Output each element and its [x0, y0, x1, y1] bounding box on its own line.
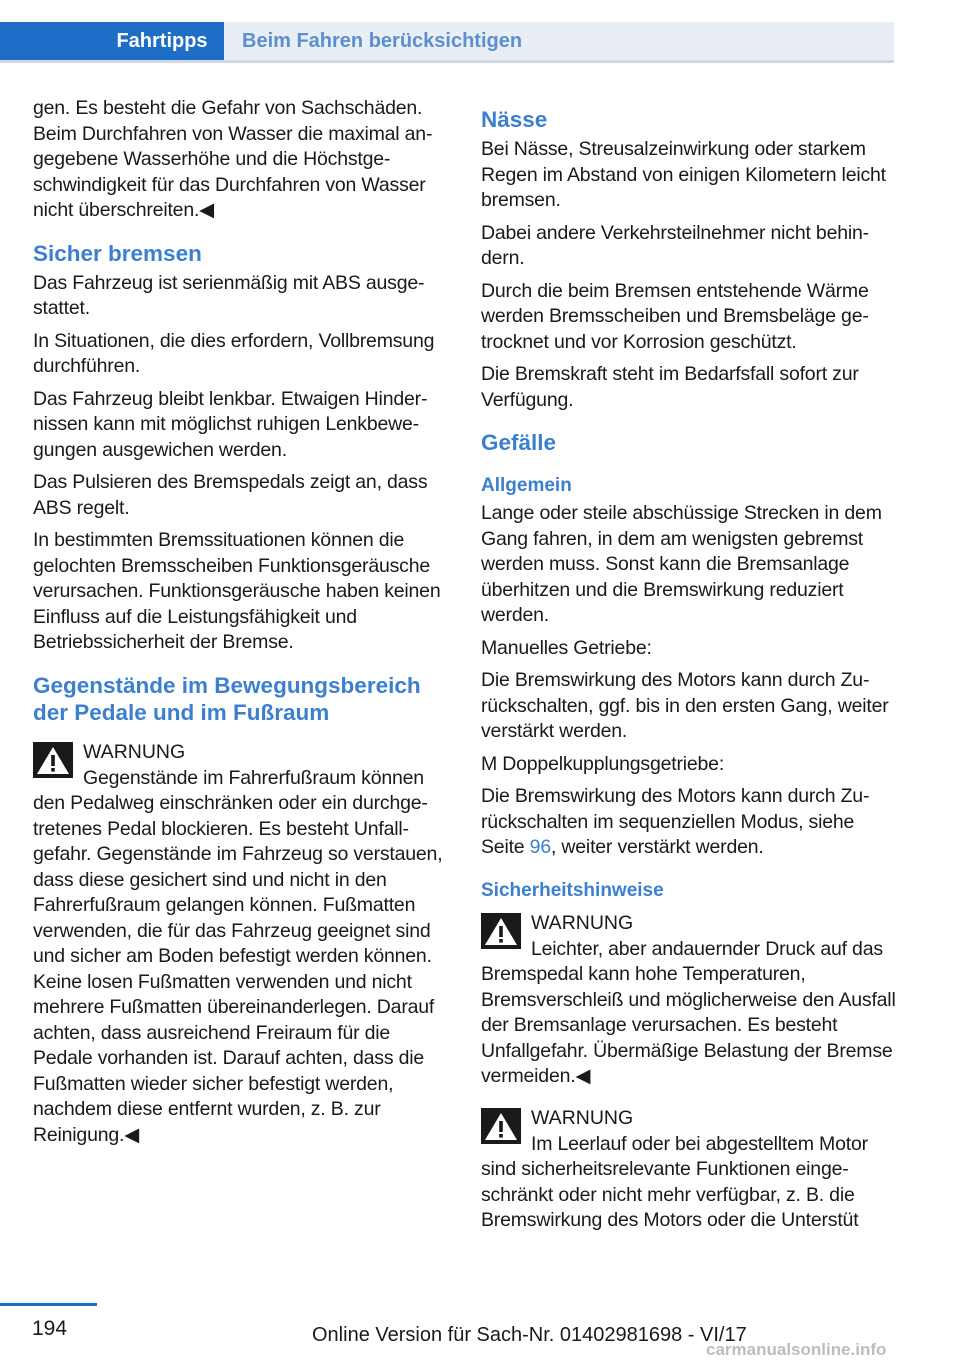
- tab-fahrtipps: Fahrtipps: [100, 22, 224, 60]
- subheading-sicherheitshinweise: Sicherheitshinweise: [481, 879, 664, 901]
- paragraph: Dabei andere Verkehrsteilnehmer nicht behindern.: [481, 221, 870, 269]
- paragraph: Das Fahrzeug bleibt lenkbar. Etwaigen Hindernissen kann mit möglichst ruhigen Lenkbewegungen ausgewichen werden.: [33, 387, 428, 461]
- left-column: [33, 96, 451, 1148]
- paragraph: Durch die beim Bremsen entstehende Wärme werden Bremsscheiben und Bremsbeläge getrocknet und vor Korrosion geschützt.: [481, 279, 869, 353]
- heading-naesse: Nässe: [481, 107, 548, 132]
- paragraph: Das Pulsieren des Bremspedals zeigt an, dass ABS regelt.: [33, 471, 428, 519]
- heading-gefaelle: Gefälle: [481, 430, 557, 455]
- right-column: [481, 96, 899, 1234]
- online-version-note: Online Version für Sach-Nr. 01402981698 - VI/17: [312, 1324, 747, 1346]
- warning-text: Im Leerlauf oder bei abgestelltem Motor sind sicherheitsrelevante Funktionen eingeschränkt oder nicht mehr verfügbar, z. B. die Bremswirkung des Motors oder die Unterstüt: [481, 1132, 868, 1231]
- paragraph: Manuelles Getriebe:: [481, 636, 652, 659]
- warning-title: WARNUNG: [531, 911, 634, 934]
- page-link-96[interactable]: 96: [529, 836, 551, 858]
- paragraph: Die Bremskraft steht im Bedarfsfall sofort zur Verfügung.: [481, 363, 859, 411]
- paragraph: M Doppelkupplungsgetriebe:: [481, 752, 725, 775]
- warning-triangle-icon: [33, 742, 73, 778]
- text-span: , weiter verstärkt werden.: [550, 836, 764, 858]
- paragraph: In bestimmten Bremssituationen können die gelochten Bremsscheiben Funktionsgeräusche verursachen. Funktionsgeräusche haben keinen Einfluss auf die Leistungsfähigkeit und Betriebssicherheit der Bremse.: [33, 529, 441, 653]
- warning-title: WARNUNG: [531, 1106, 634, 1129]
- paragraph: Bei Nässe, Streusalzeinwirkung oder starkem Regen im Abstand von einigen Kilometern leicht bremsen.: [481, 138, 886, 211]
- warning-triangle-icon: [481, 913, 521, 949]
- warning-text: Leichter, aber andauernder Druck auf das Bremspedal kann hohe Temperaturen, Bremsverschleiß und möglicherweise den Ausfall der Bremsanlage verursachen. Es besteht Unfallgefahr. Übermäßige Belastung der Bremse vermeiden.◀: [481, 937, 896, 1087]
- paragraph: Lange oder steile abschüssige Strecken in dem Gang fahren, in dem am wenigsten gebremst werden muss. Sonst kann die Bremsanlage überhitzen und die Bremswirkung reduziert werden.: [481, 502, 882, 626]
- warning-box: [33, 738, 451, 1149]
- warning-text: Gegenstände im Fahrerfußraum können den Pedalweg einschränken oder ein durchgetretenes Pedal blockieren. Es besteht Unfallgefahr. Gegenstände im Fahrzeug so verstauen, dass diese gesichert sind und nicht in den Fahrerfußraum gelangen können. Fußmatten verwenden, die für das Fahrzeug geeignet sind und sicher am Boden befestigt werden können. Keine losen Fußmatten verwenden und nicht mehrere Fußmatten übereinanderlegen. Darauf achten, dass ausreichend Freiraum für die Pedale vorhanden ist. Darauf achten, dass die Fußmatten wieder sicher befestigt werden, nachdem diese entfernt wurden, z. B. zur Reinigung.◀: [33, 766, 443, 1146]
- tab-beim-fahren: Beim Fahren berücksichtigen: [224, 22, 894, 60]
- warning-title: WARNUNG: [83, 740, 186, 763]
- warning-box: [481, 1104, 899, 1234]
- header-accent-bar: [0, 22, 100, 60]
- heading-sicher-bremsen: Sicher bremsen: [33, 240, 202, 266]
- header-divider: [0, 60, 894, 63]
- heading-pedale: Gegenstände im Bewegungsbereich der Pedale und im Fußraum: [33, 672, 421, 725]
- text-span: Die Bremswirkung des Motors kann durch Zurückschalten im sequenziellen Modus, siehe Seite: [481, 785, 870, 858]
- paragraph: gen. Es besteht die Gefahr von Sachschäden. Beim Durchfahren von Wasser die maximal angegebene Wasserhöhe und die Höchstgeschwindigkeit für das Durchfahren von Wasser nicht überschreiten.◀: [33, 97, 433, 221]
- subheading-allgemein: Allgemein: [481, 475, 572, 496]
- warning-triangle-icon: [481, 1108, 521, 1144]
- paragraph: Das Fahrzeug ist serienmäßig mit ABS ausgestattet.: [33, 271, 425, 319]
- paragraph: [481, 784, 899, 861]
- footer-accent-line: [0, 1303, 97, 1306]
- page-number: 194: [32, 1317, 68, 1340]
- paragraph: In Situationen, die dies erfordern, Vollbremsung durchführen.: [33, 329, 435, 377]
- watermark: carmanualsonline.info: [706, 1340, 887, 1359]
- page-header: [0, 0, 960, 64]
- warning-box: [481, 909, 899, 1090]
- paragraph: Die Bremswirkung des Motors kann durch Zurückschalten, ggf. bis in den ersten Gang, weiter verstärkt werden.: [481, 669, 889, 742]
